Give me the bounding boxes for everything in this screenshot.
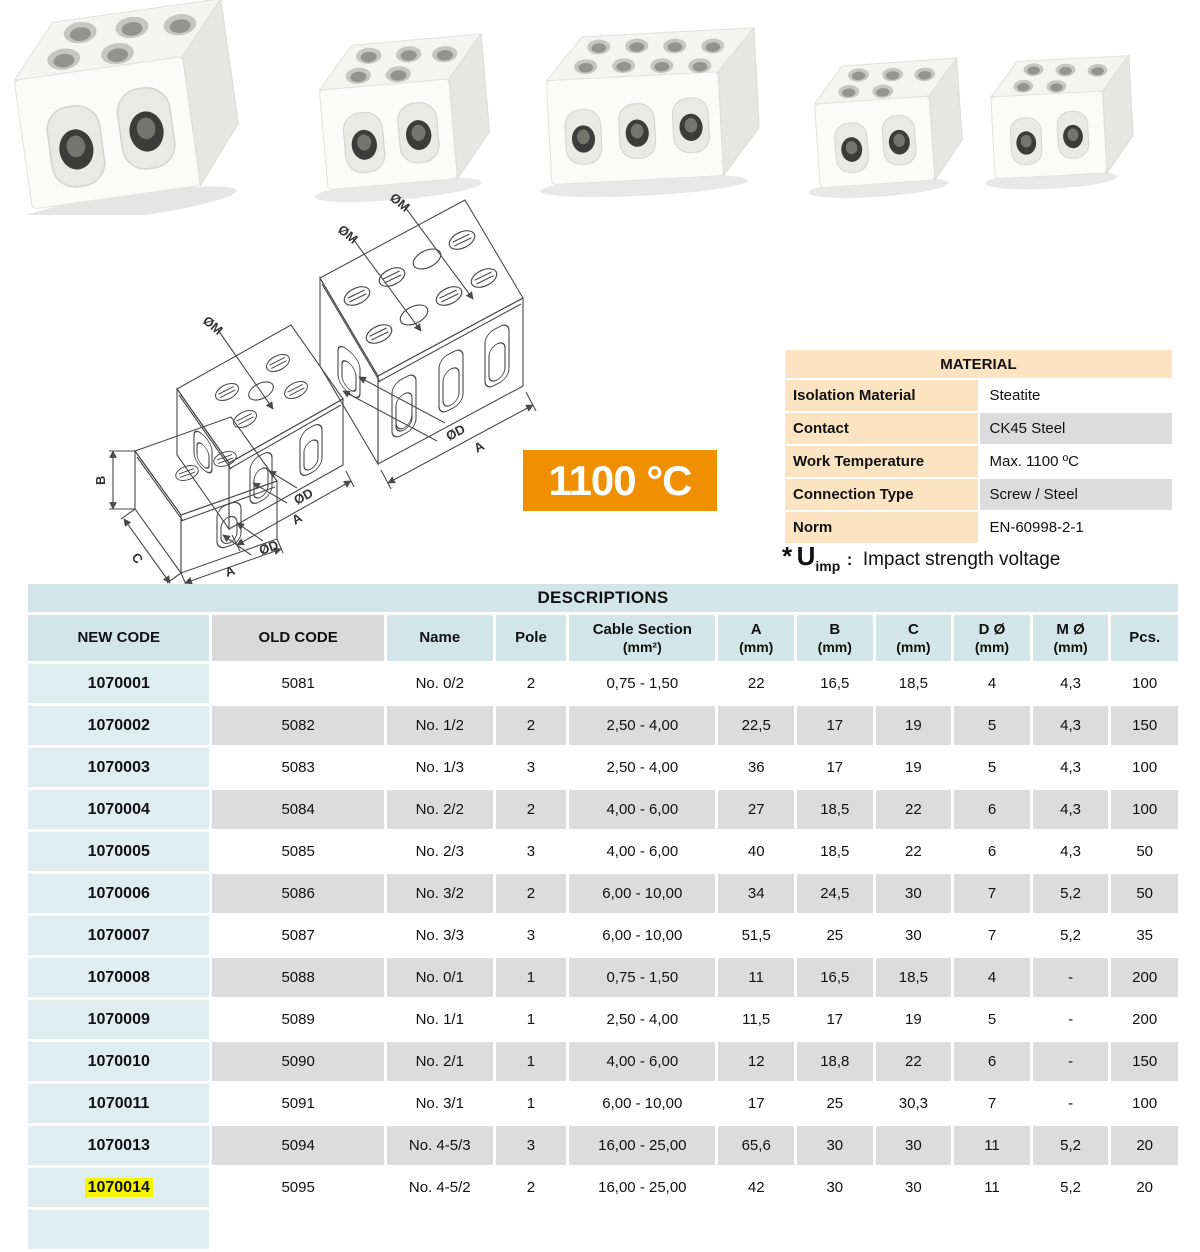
table-cell bbox=[718, 1210, 794, 1249]
dim-label-od: ØD bbox=[291, 485, 316, 508]
table-cell: 27 bbox=[718, 790, 794, 829]
table-cell: 40 bbox=[718, 832, 794, 871]
table-cell: 12 bbox=[718, 1042, 794, 1081]
material-label: Contact bbox=[785, 413, 978, 444]
table-cell: 16,5 bbox=[797, 664, 873, 703]
dim-label-od: ØD bbox=[256, 537, 281, 558]
table-cell: 100 bbox=[1111, 1084, 1178, 1123]
table-cell: 100 bbox=[1111, 790, 1178, 829]
table-row bbox=[28, 832, 1178, 871]
dim-label-a: A bbox=[471, 437, 487, 456]
table-cell: - bbox=[1033, 958, 1109, 997]
table-cell: No. 2/3 bbox=[387, 832, 493, 871]
table-cell: 18,5 bbox=[797, 790, 873, 829]
table-cell: 200 bbox=[1111, 1000, 1178, 1039]
table-cell: 11 bbox=[954, 1126, 1030, 1165]
table-cell: 2 bbox=[496, 706, 567, 745]
table-cell: 4,00 - 6,00 bbox=[569, 790, 715, 829]
table-cell: 4,00 - 6,00 bbox=[569, 832, 715, 871]
photo-terminal-block-2pole-small bbox=[800, 58, 966, 202]
table-cell: No. 3/1 bbox=[387, 1084, 493, 1123]
table-row bbox=[28, 1084, 1178, 1123]
cell-new-code: 1070003 bbox=[28, 748, 209, 787]
table-cell: 51,5 bbox=[718, 916, 794, 955]
table-cell: 5081 bbox=[212, 664, 383, 703]
material-row bbox=[785, 380, 1172, 411]
table-row bbox=[28, 958, 1178, 997]
table-cell: 4,3 bbox=[1033, 790, 1109, 829]
photo-terminal-block-3pole bbox=[532, 28, 762, 201]
material-row bbox=[785, 512, 1172, 543]
table-cell: 3 bbox=[496, 832, 567, 871]
table-cell: 6,00 - 10,00 bbox=[569, 874, 715, 913]
table-cell: 42 bbox=[718, 1168, 794, 1207]
table-cell: 2 bbox=[496, 1168, 567, 1207]
table-cell: 6 bbox=[954, 1042, 1030, 1081]
table-row bbox=[28, 1168, 1178, 1207]
cell-new-code: 1070001 bbox=[28, 664, 209, 703]
table-cell: 6,00 - 10,00 bbox=[569, 916, 715, 955]
table-cell: 25 bbox=[797, 916, 873, 955]
table-row bbox=[28, 748, 1178, 787]
dim-label-c: C bbox=[128, 549, 147, 567]
table-cell: 1 bbox=[496, 1084, 567, 1123]
table-row-partial bbox=[28, 1210, 1178, 1249]
material-row bbox=[785, 413, 1172, 444]
table-row bbox=[28, 664, 1178, 703]
table-cell bbox=[496, 1210, 567, 1249]
table-cell: 1 bbox=[496, 1042, 567, 1081]
table-cell: 22 bbox=[876, 790, 952, 829]
material-value: Steatite bbox=[980, 380, 1173, 411]
drawing-block-1pole bbox=[93, 417, 283, 587]
table-cell: 150 bbox=[1111, 1042, 1178, 1081]
table-cell: 17 bbox=[797, 706, 873, 745]
column-header-pcs: Pcs. bbox=[1111, 615, 1178, 661]
material-label: Isolation Material bbox=[785, 380, 978, 411]
table-cell: 24,5 bbox=[797, 874, 873, 913]
table-cell: 6 bbox=[954, 790, 1030, 829]
table-cell: 11,5 bbox=[718, 1000, 794, 1039]
table-cell: 2,50 - 4,00 bbox=[569, 748, 715, 787]
table-cell: 0,75 - 1,50 bbox=[569, 958, 715, 997]
technical-drawings bbox=[25, 183, 570, 595]
table-cell bbox=[1111, 1210, 1178, 1249]
table-row bbox=[28, 1042, 1178, 1081]
table-cell: 65,6 bbox=[718, 1126, 794, 1165]
table-cell: No. 3/3 bbox=[387, 916, 493, 955]
column-header-name: Name bbox=[387, 615, 493, 661]
dim-label-om: ØM bbox=[200, 312, 226, 338]
table-cell: No. 4-5/2 bbox=[387, 1168, 493, 1207]
material-value: CK45 Steel bbox=[980, 413, 1173, 444]
table-cell: 30 bbox=[876, 1126, 952, 1165]
table-cell: 5085 bbox=[212, 832, 383, 871]
table-cell: 7 bbox=[954, 1084, 1030, 1123]
table-row bbox=[28, 706, 1178, 745]
column-header-pole: Pole bbox=[496, 615, 567, 661]
drawing-block-2pole bbox=[177, 313, 354, 551]
table-cell: - bbox=[1033, 1000, 1109, 1039]
table-cell: 2,50 - 4,00 bbox=[569, 1000, 715, 1039]
table-cell: 5088 bbox=[212, 958, 383, 997]
table-cell: 30 bbox=[876, 874, 952, 913]
table-cell: 2 bbox=[496, 664, 567, 703]
table-cell: 5087 bbox=[212, 916, 383, 955]
cell-new-code: 1070005 bbox=[28, 832, 209, 871]
uimp-footnote bbox=[782, 541, 1060, 574]
table-cell: No. 1/2 bbox=[387, 706, 493, 745]
table-cell: 5089 bbox=[212, 1000, 383, 1039]
cell-new-code: 1070004 bbox=[28, 790, 209, 829]
column-header-b: B (mm) bbox=[797, 615, 873, 661]
table-cell: 200 bbox=[1111, 958, 1178, 997]
dim-label-a: A bbox=[222, 562, 237, 580]
table-cell: No. 2/1 bbox=[387, 1042, 493, 1081]
table-cell: 20 bbox=[1111, 1168, 1178, 1207]
material-table bbox=[783, 348, 1174, 545]
table-cell: 7 bbox=[954, 916, 1030, 955]
table-cell: No. 0/2 bbox=[387, 664, 493, 703]
table-cell: 6 bbox=[954, 832, 1030, 871]
table-cell: 2 bbox=[496, 874, 567, 913]
table-cell: 35 bbox=[1111, 916, 1178, 955]
descriptions-table bbox=[25, 581, 1181, 1252]
temperature-badge: 1100 °C bbox=[523, 450, 717, 511]
table-cell: 4,3 bbox=[1033, 748, 1109, 787]
table-cell bbox=[569, 1210, 715, 1249]
column-header-d: D Ø (mm) bbox=[954, 615, 1030, 661]
table-cell: 18,5 bbox=[876, 664, 952, 703]
column-header-m: M Ø (mm) bbox=[1033, 615, 1109, 661]
material-value: Max. 1100 ºC bbox=[980, 446, 1173, 477]
table-cell: 17 bbox=[797, 1000, 873, 1039]
table-cell: 5082 bbox=[212, 706, 383, 745]
dim-label-om: ØM bbox=[387, 189, 413, 215]
column-header-new-code: NEW CODE bbox=[28, 615, 209, 661]
table-cell: 22,5 bbox=[718, 706, 794, 745]
table-cell: No. 4-5/3 bbox=[387, 1126, 493, 1165]
photo-terminal-block-2pole-mini bbox=[979, 56, 1136, 193]
table-cell: 50 bbox=[1111, 832, 1178, 871]
cell-new-code: 1070002 bbox=[28, 706, 209, 745]
table-cell bbox=[876, 1210, 952, 1249]
table-cell: - bbox=[1033, 1084, 1109, 1123]
dim-label-a: A bbox=[289, 509, 305, 528]
table-cell: 3 bbox=[496, 916, 567, 955]
table-cell: 30 bbox=[797, 1168, 873, 1207]
table-cell: 30 bbox=[876, 1168, 952, 1207]
table-cell: 5095 bbox=[212, 1168, 383, 1207]
table-row bbox=[28, 874, 1178, 913]
table-cell: 17 bbox=[797, 748, 873, 787]
table-cell: 5,2 bbox=[1033, 916, 1109, 955]
cell-new-code: 1070011 bbox=[28, 1084, 209, 1123]
table-cell: 34 bbox=[718, 874, 794, 913]
table-cell: 19 bbox=[876, 706, 952, 745]
table-cell: 3 bbox=[496, 1126, 567, 1165]
table-cell: 30 bbox=[797, 1126, 873, 1165]
table-cell: 50 bbox=[1111, 874, 1178, 913]
table-cell: 20 bbox=[1111, 1126, 1178, 1165]
dim-label-od: ØD bbox=[443, 421, 468, 444]
table-cell: 5094 bbox=[212, 1126, 383, 1165]
descriptions-header-row bbox=[28, 615, 1178, 661]
dim-label-b: B bbox=[93, 475, 108, 485]
table-cell: 4 bbox=[954, 958, 1030, 997]
cell-new-code: 1070010 bbox=[28, 1042, 209, 1081]
table-cell: 5091 bbox=[212, 1084, 383, 1123]
table-cell: 150 bbox=[1111, 706, 1178, 745]
cell-new-code: 1070006 bbox=[28, 874, 209, 913]
table-cell: 5090 bbox=[212, 1042, 383, 1081]
table-cell: No. 1/3 bbox=[387, 748, 493, 787]
cell-new-code: 1070013 bbox=[28, 1126, 209, 1165]
table-cell: 19 bbox=[876, 1000, 952, 1039]
column-header-a: A (mm) bbox=[718, 615, 794, 661]
table-cell bbox=[797, 1210, 873, 1249]
table-cell: 4,3 bbox=[1033, 832, 1109, 871]
table-cell: - bbox=[1033, 1042, 1109, 1081]
table-cell: 30,3 bbox=[876, 1084, 952, 1123]
cell-new-code: 1070008 bbox=[28, 958, 209, 997]
material-row bbox=[785, 446, 1172, 477]
table-cell: 18,5 bbox=[876, 958, 952, 997]
table-cell: 2,50 - 4,00 bbox=[569, 706, 715, 745]
table-cell: 36 bbox=[718, 748, 794, 787]
table-cell: No. 1/1 bbox=[387, 1000, 493, 1039]
cell-new-code bbox=[28, 1210, 209, 1249]
table-cell: 17 bbox=[718, 1084, 794, 1123]
table-row bbox=[28, 790, 1178, 829]
table-cell: No. 3/2 bbox=[387, 874, 493, 913]
table-cell bbox=[387, 1210, 493, 1249]
table-cell: 22 bbox=[876, 1042, 952, 1081]
table-cell: 5 bbox=[954, 1000, 1030, 1039]
table-cell: 7 bbox=[954, 874, 1030, 913]
material-label: Norm bbox=[785, 512, 978, 543]
photo-terminal-block-2pole-medium bbox=[302, 34, 495, 207]
material-title: MATERIAL bbox=[785, 350, 1172, 378]
footnote-star: * bbox=[782, 541, 793, 571]
column-header-c: C (mm) bbox=[876, 615, 952, 661]
table-cell: 11 bbox=[718, 958, 794, 997]
table-row bbox=[28, 1126, 1178, 1165]
table-cell bbox=[954, 1210, 1030, 1249]
table-cell: 5083 bbox=[212, 748, 383, 787]
table-cell: 1 bbox=[496, 1000, 567, 1039]
table-cell: No. 2/2 bbox=[387, 790, 493, 829]
footnote-subscript: imp bbox=[815, 558, 841, 574]
material-row bbox=[785, 479, 1172, 510]
table-cell: 16,00 - 25,00 bbox=[569, 1126, 715, 1165]
footnote-symbol: U bbox=[796, 541, 816, 571]
table-cell: 2 bbox=[496, 790, 567, 829]
table-cell: 1 bbox=[496, 958, 567, 997]
table-cell: 6,00 - 10,00 bbox=[569, 1084, 715, 1123]
material-value: EN-60998-2-1 bbox=[980, 512, 1173, 543]
table-cell: 100 bbox=[1111, 664, 1178, 703]
table-cell: 4,3 bbox=[1033, 664, 1109, 703]
table-cell: 16,5 bbox=[797, 958, 873, 997]
table-cell bbox=[1033, 1210, 1109, 1249]
descriptions-title: DESCRIPTIONS bbox=[28, 584, 1178, 612]
table-cell: 30 bbox=[876, 916, 952, 955]
table-cell: 5084 bbox=[212, 790, 383, 829]
dim-label-om: ØM bbox=[335, 221, 361, 247]
table-cell: 5 bbox=[954, 706, 1030, 745]
cell-new-code: 1070009 bbox=[28, 1000, 209, 1039]
material-value: Screw / Steel bbox=[980, 479, 1173, 510]
table-cell: 0,75 - 1,50 bbox=[569, 664, 715, 703]
column-header-old-code: OLD CODE bbox=[212, 615, 383, 661]
cell-new-code-highlighted: 1070014 bbox=[28, 1168, 209, 1207]
table-cell: 22 bbox=[718, 664, 794, 703]
table-cell: 100 bbox=[1111, 748, 1178, 787]
table-cell bbox=[212, 1210, 383, 1249]
table-cell: 18,5 bbox=[797, 832, 873, 871]
table-cell: 5,2 bbox=[1033, 874, 1109, 913]
table-cell: 11 bbox=[954, 1168, 1030, 1207]
table-row bbox=[28, 1000, 1178, 1039]
table-cell: 5086 bbox=[212, 874, 383, 913]
table-cell: 16,00 - 25,00 bbox=[569, 1168, 715, 1207]
footnote-text: Impact strength voltage bbox=[862, 549, 1061, 570]
table-cell: No. 0/1 bbox=[387, 958, 493, 997]
table-cell: 3 bbox=[496, 748, 567, 787]
table-cell: 25 bbox=[797, 1084, 873, 1123]
table-cell: 22 bbox=[876, 832, 952, 871]
cell-new-code: 1070007 bbox=[28, 916, 209, 955]
table-cell: 4,00 - 6,00 bbox=[569, 1042, 715, 1081]
table-cell: 19 bbox=[876, 748, 952, 787]
table-cell: 4,3 bbox=[1033, 706, 1109, 745]
footnote-colon: : bbox=[846, 550, 853, 569]
column-header-cable-section: Cable Section (mm²) bbox=[569, 615, 715, 661]
table-row bbox=[28, 916, 1178, 955]
drawing-block-3pole bbox=[320, 190, 536, 489]
table-cell: 4 bbox=[954, 664, 1030, 703]
table-cell: 5,2 bbox=[1033, 1126, 1109, 1165]
material-label: Connection Type bbox=[785, 479, 978, 510]
table-cell: 5 bbox=[954, 748, 1030, 787]
material-label: Work Temperature bbox=[785, 446, 978, 477]
table-cell: 5,2 bbox=[1033, 1168, 1109, 1207]
table-cell: 18,8 bbox=[797, 1042, 873, 1081]
